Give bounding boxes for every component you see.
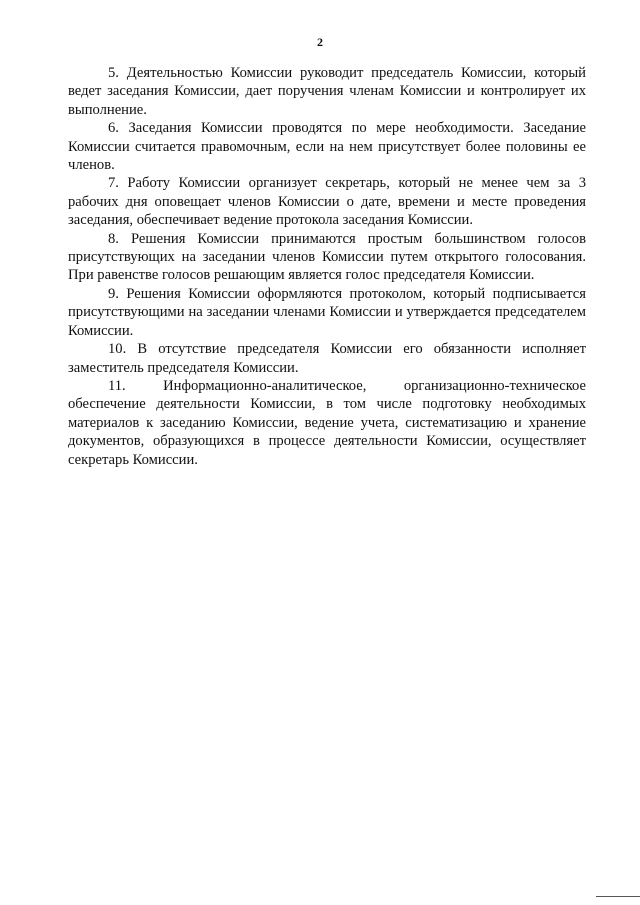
paragraph-8: 8. Решения Комиссии принимаются простым большинством голосов присутствующих на заседании членов Комиссии путем открытого голосования. При равенстве голосов решающим является голос председателя Комиссии. bbox=[68, 230, 586, 284]
paragraph-10: 10. В отсутствие председателя Комиссии его обязанности исполняет заместитель председателя Комиссии. bbox=[68, 341, 586, 376]
paragraph-11: 11. Информационно-аналитическое, организационно-техническое обеспечение деятельности Комиссии, в том числе подготовку необходимых материалов к заседанию Комиссии, ведение учета, систематизацию и хранение документов, образующихся в процессе деятельности Комиссии, осуществляет секретарь Комиссии. bbox=[68, 377, 586, 468]
page-number: 2 bbox=[317, 35, 323, 49]
paragraph-7: 7. Работу Комиссии организует секретарь, который не менее чем за 3 рабочих дня оповещает членов Комиссии о дате, времени и месте проведения заседания, обеспечивает ведение протокола заседания Комиссии. bbox=[68, 175, 586, 229]
document-body bbox=[68, 64, 586, 469]
paragraph-5: 5. Деятельностью Комиссии руководит председатель Комиссии, который ведет заседания Комиссии, дает поручения членам Комиссии и контролирует их выполнение. bbox=[68, 65, 586, 118]
scan-corner-mark bbox=[596, 896, 640, 897]
paragraph-6: 6. Заседания Комиссии проводятся по мере необходимости. Заседание Комиссии считается правомочным, если на нем присутствует более половины ее членов. bbox=[68, 120, 586, 174]
paragraph-9: 9. Решения Комиссии оформляются протоколом, который подписывается присутствующими на заседании членами Комиссии и утверждается председателем Комиссии. bbox=[68, 285, 586, 339]
